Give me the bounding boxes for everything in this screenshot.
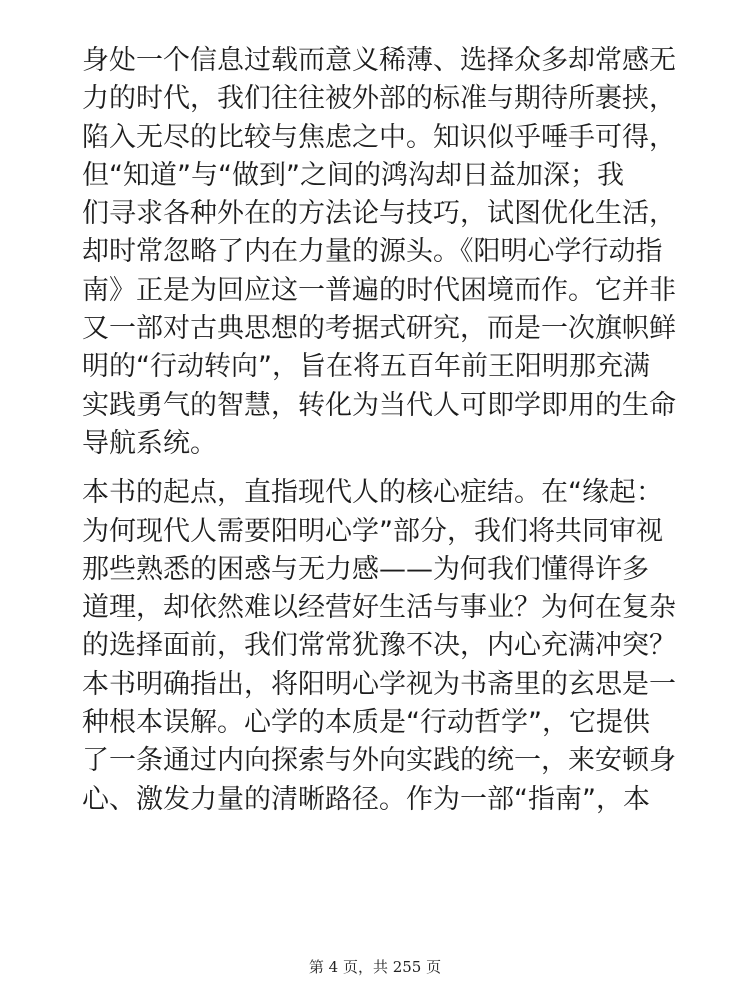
text-line: 明的“行动转向”，旨在将五百年前王阳明那充满: [82, 351, 650, 383]
text-line: 又一部对古典思想的考据式研究，而是一次旗帜鲜: [82, 313, 676, 345]
text-line: 本书明确指出，将阳明心学视为书斋里的玄思是一: [82, 668, 676, 700]
page-number-footer: 第 4 页，共 255 页: [308, 958, 442, 976]
text-line: 南》正是为回应这一普遍的时代困境而作。它并非: [82, 274, 676, 306]
text-line: 种根本误解。心学的本质是“行动哲学”，它提供: [82, 707, 650, 739]
text-line: 力的时代，我们往往被外部的标准与期待所裹挟，: [82, 83, 676, 115]
text-line: 心、激发力量的清晰路径。作为一部“指南”，本: [82, 783, 650, 815]
text-line: 实践勇气的智慧，转化为当代人可即学即用的生命: [82, 389, 676, 421]
body-text: [82, 42, 682, 819]
text-line: 们寻求各种外在的方法论与技巧，试图优化生活，: [82, 198, 676, 230]
text-line: 了一条通过内向探索与外向实践的统一，来安顿身: [82, 745, 676, 777]
text-line: 的选择面前，我们常常犹豫不决，内心充满冲突？: [82, 630, 676, 662]
text-line: 导航系统。: [82, 427, 217, 459]
text-line: 但“知道”与“做到”之间的鸿沟却日益加深；我: [82, 159, 624, 191]
text-line: 身处一个信息过载而意义稀薄、选择众多却常感无: [82, 45, 676, 76]
paragraph-1: [82, 42, 682, 463]
text-line: 却时常忽略了内在力量的源头。《阳明心学行动指: [82, 236, 663, 268]
text-line: 道理，却依然难以经营好生活与事业？为何在复杂: [82, 592, 676, 624]
text-line: 陷入无尽的比较与焦虑之中。知识似乎唾手可得，: [82, 121, 676, 153]
text-line: 为何现代人需要阳明心学”部分，我们将共同审视: [82, 515, 663, 547]
text-line: 那些熟悉的困惑与无力感——为何我们懂得许多: [82, 553, 649, 585]
text-line: 本书的起点，直指现代人的核心症结。在“缘起：: [82, 477, 663, 509]
paragraph-2: [82, 474, 682, 819]
